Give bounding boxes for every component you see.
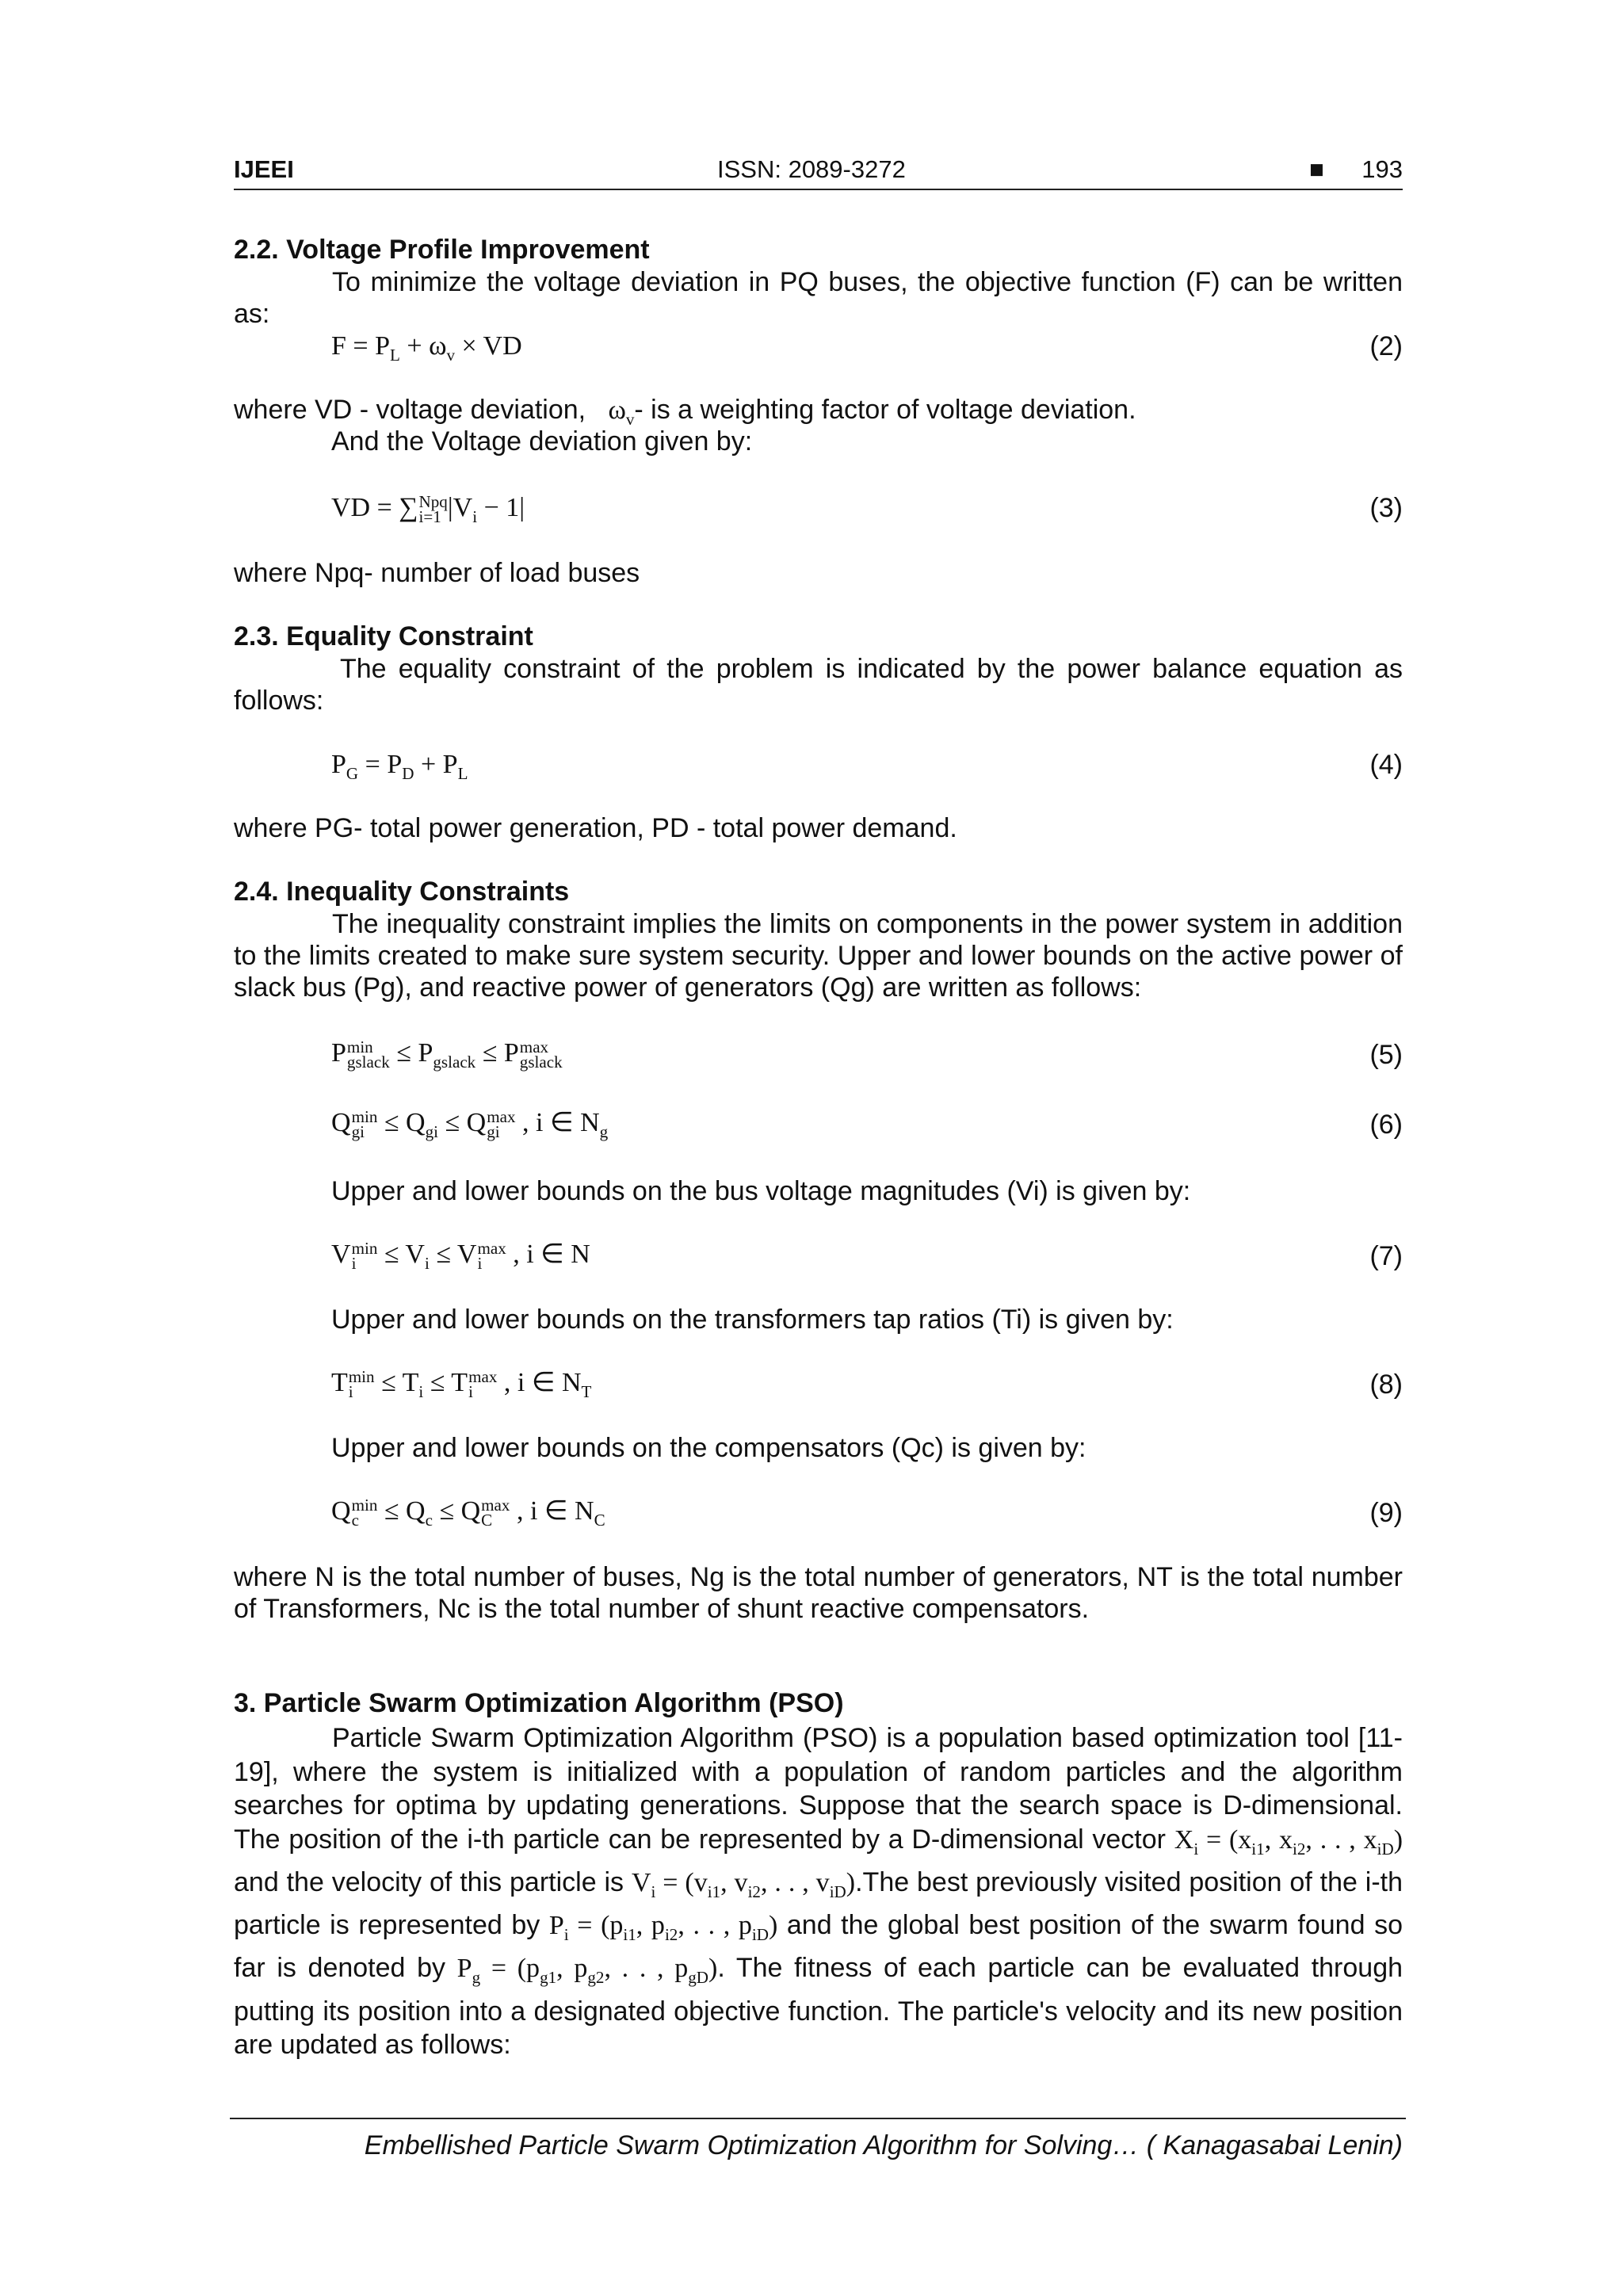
comp-bounds-text: Upper and lower bounds on the compensators (Qc) is given by:	[331, 1433, 1086, 1463]
footer-rule	[230, 2118, 1406, 2119]
equation-number: (8)	[1369, 1370, 1403, 1400]
equation-9: Q min c ≤ $Q_c \le Q$ max C , i ∈ $N_C$	[331, 1496, 605, 1530]
issn: ISSN: 2089-3272	[717, 155, 906, 183]
where-text-2: - is a weighting factor of voltage deviation.	[634, 395, 1136, 425]
square-bullet-icon: ■	[1309, 155, 1324, 183]
equation-number: (5)	[1369, 1040, 1403, 1070]
tap-bounds-text: Upper and lower bounds on the transformers tap ratios (Ti) is given by:	[331, 1305, 1174, 1335]
equation-number: (6)	[1369, 1110, 1403, 1140]
paragraph	[234, 653, 1403, 716]
equation-2: $F = P_L + \omega_v$ × VD	[331, 331, 522, 365]
equation-7: V min i ≤ $V_i \le V$ max i , i ∈ N	[331, 1239, 590, 1274]
paragraph	[234, 1721, 1403, 2062]
where-line: where VD - voltage deviation, $\omega_v-$ is a weighting factor of voltage deviation.	[234, 395, 1136, 429]
paragraph-text: and the velocity of this particle is	[234, 1866, 624, 1897]
equation-8: T min i ≤ $T_i \le T$ max i , i ∈ $N_T$	[331, 1367, 592, 1402]
paragraph-text: . The fitness of each particle can be evaluated through putting its position into a designated objective function. The particle's velocity and its new position are updated as follows:	[234, 1953, 1403, 2061]
where-text: where VD - voltage deviation,	[234, 395, 586, 425]
section-heading: 2.4. Inequality Constraints	[234, 877, 570, 907]
page-number: 193	[1361, 155, 1403, 183]
section-heading: 3. Particle Swarm Optimization Algorithm (PSO)	[234, 1688, 844, 1718]
equation-4: $P_G = P_D + P_L$	[331, 750, 468, 783]
paragraph: where N is the total number of buses, Ng is the total number of generators, NT is the total number of Transformers, Nc is the total number of shunt reactive compensators.	[234, 1562, 1403, 1624]
paragraph	[234, 908, 1403, 1003]
equation-number: (3)	[1369, 493, 1403, 523]
journal-abbrev: IJEEI	[234, 155, 294, 183]
equation-6: Q min gi ≤ $Q_{gi} \le Q$ max gi , i ∈ $N_g$	[331, 1107, 609, 1142]
math-inline: $V_i = (v_{i1}$, $v_{i2}$, . . , $v_{iD}$)	[631, 1867, 856, 1901]
math-inline: $X_i = (x_{i1}$, $x_{i2}$, . . , $x_{iD}$)	[1174, 1824, 1403, 1859]
paragraph	[234, 266, 1403, 330]
npq-text: where Npq- number of load buses	[234, 558, 640, 588]
paragraph-text: The inequality constraint implies the limits on components in the power system in addition to the limits created to make sure system security. Upper and lower bounds on the active power of slack bus (Pg), and reactive power of generators (Qg) are written as follows:	[234, 909, 1403, 1003]
vd-intro: And the Voltage deviation given by:	[331, 426, 753, 457]
paragraph-text: The equality constraint of the problem is indicated by the power balance equation as follows:	[234, 654, 1403, 716]
section-heading: 2.3. Equality Constraint	[234, 621, 533, 651]
equation-number: (7)	[1369, 1241, 1403, 1271]
running-title: Embellished Particle Swarm Optimization Algorithm for Solving… ( Kanagasabai Lenin)	[364, 2130, 1403, 2160]
equation-3: VD = ∑ Npq i=1 $|V_i - 1|$	[331, 492, 525, 527]
paragraph-text: Particle Swarm Optimization Algorithm (PSO) is a population based optimization tool [11-19], where the system is initialized with a population of random particles and the algorithm searches for optima by updating generations. Suppose that the search space is D-dimensional. The position of the i-th particle can be represented by a D-dimensional vector	[234, 1723, 1403, 1855]
header-rule	[234, 189, 1403, 190]
paragraph-text: and the global best position of the swarm found so far is denoted by	[234, 1910, 1403, 1984]
math-inline: $P_i = (p_{i1}$, $p_{i2}$, . . , $p_{iD}$)	[548, 1911, 778, 1944]
math-inline: $P_g = (p_{g1}$, $p_{g2}$, . . , $p_{gD}$)	[456, 1954, 718, 1988]
where-text: where PG- total power generation, PD - total power demand.	[234, 813, 957, 843]
paragraph-text: .The best previously visited position of the i-th particle is represented by	[234, 1866, 1403, 1941]
equation-number: (4)	[1369, 750, 1403, 780]
paragraph-text: To minimize the voltage deviation in PQ buses, the objective function (F) can be written as:	[234, 267, 1403, 329]
equation-5: P min gslack ≤ $P_{gslack} \le P$ max gslack	[331, 1037, 563, 1072]
equation-number: (2)	[1369, 331, 1403, 361]
voltage-bounds-text: Upper and lower bounds on the bus voltage magnitudes (Vi) is given by:	[331, 1176, 1191, 1206]
section-heading: 2.2. Voltage Profile Improvement	[234, 235, 650, 265]
equation-number: (9)	[1369, 1498, 1403, 1528]
